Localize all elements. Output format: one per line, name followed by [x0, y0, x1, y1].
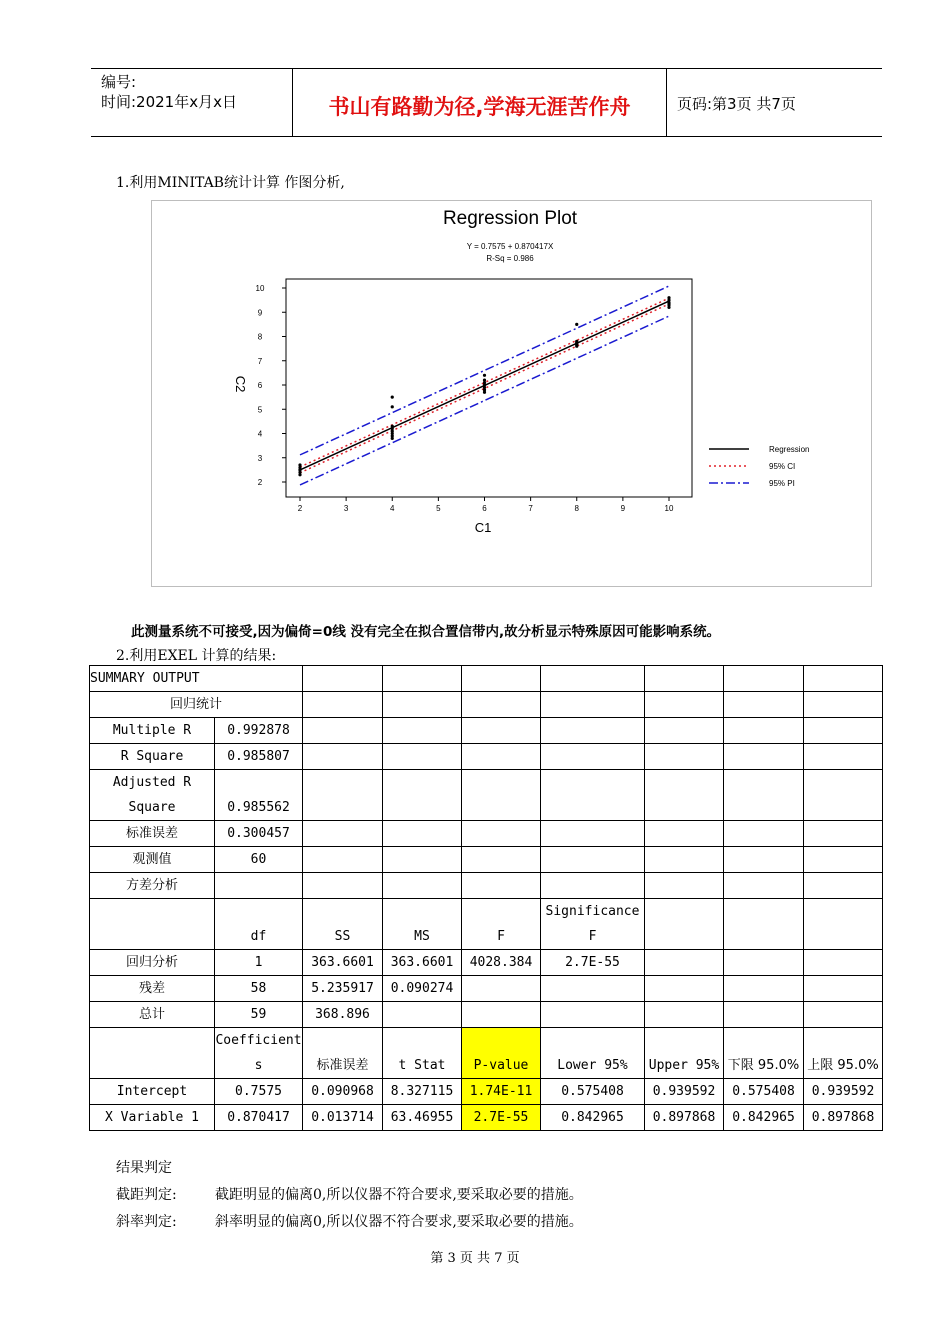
regression-stats-cell: 回归统计 [90, 692, 303, 718]
empty-cell [804, 847, 883, 873]
anova-cell: 0.090274 [383, 976, 462, 1002]
chart-title: Regression Plot [442, 208, 578, 229]
empty-cell [462, 744, 541, 770]
coef-header: 下限 95.0% [724, 1028, 804, 1079]
empty-cell [724, 976, 804, 1002]
stat-value: 0.985807 [215, 744, 303, 770]
table-row [90, 744, 883, 770]
empty-cell [303, 718, 383, 744]
empty-cell [215, 873, 303, 899]
empty-cell [804, 666, 883, 692]
coef-header: P-value [462, 1028, 541, 1079]
coef-cell: 0.842965 [541, 1105, 645, 1131]
anova-cell [541, 976, 645, 1002]
y-tick-label: 9 [257, 308, 263, 318]
coef-row-label: X Variable 1 [90, 1105, 215, 1131]
table-row [90, 821, 883, 847]
anova-cell [462, 976, 541, 1002]
coef-header: t Stat [383, 1028, 462, 1079]
empty-cell [462, 821, 541, 847]
data-point [391, 405, 394, 408]
x-tick-label: 3 [343, 504, 349, 513]
data-point [667, 296, 670, 299]
empty-cell [383, 770, 462, 821]
judgment-intercept-text: 截距明显的偏离0,所以仪器不符合要求,要采取必要的措施。 [215, 1187, 583, 1203]
stat-label: Adjusted R Square [90, 770, 215, 821]
anova-cell [541, 1002, 645, 1028]
result-title: 结果判定 [116, 1160, 172, 1176]
legend-label: 95% CI [769, 462, 796, 471]
stat-label: 标准误差 [90, 821, 215, 847]
empty-cell [383, 744, 462, 770]
conclusion-text: 此测量系统不可接受,因为偏倚=0线 没有完全在拟合置信带内,故分析显示特殊原因可能影响系统。 [131, 624, 721, 640]
empty-cell [645, 718, 724, 744]
empty-cell [724, 950, 804, 976]
number-label: 编号: [101, 73, 137, 91]
anova-header: SS [303, 899, 383, 950]
time-label: 时间:2021年x月x日 [101, 93, 237, 111]
table-row [90, 950, 883, 976]
empty-cell [645, 821, 724, 847]
y-tick-label: 8 [257, 332, 263, 342]
anova-cell [462, 1002, 541, 1028]
empty-cell [645, 692, 724, 718]
regression-plot [151, 200, 872, 587]
stat-value: 0.300457 [215, 821, 303, 847]
empty-cell [804, 770, 883, 821]
empty-cell [462, 692, 541, 718]
empty-cell [724, 718, 804, 744]
regression-plot-svg [152, 201, 871, 586]
table-row [90, 1002, 883, 1028]
judgment-slope-label: 斜率判定: [116, 1214, 177, 1230]
table-row [90, 666, 883, 692]
coef-cell: 0.575408 [541, 1079, 645, 1105]
empty-cell [541, 770, 645, 821]
y-tick-label: 3 [257, 453, 263, 463]
coef-header: 上限 95.0% [804, 1028, 883, 1079]
coef-header: Lower 95% [541, 1028, 645, 1079]
empty-cell [541, 666, 645, 692]
empty-cell [303, 770, 383, 821]
empty-cell [462, 873, 541, 899]
anova-cell: 59 [215, 1002, 303, 1028]
x-tick-label: 8 [574, 504, 579, 513]
coef-cell: 0.870417 [215, 1105, 303, 1131]
stat-label: 观测值 [90, 847, 215, 873]
document-header [91, 68, 882, 137]
empty-cell [383, 873, 462, 899]
anova-cell: 363.6601 [383, 950, 462, 976]
empty-cell [724, 770, 804, 821]
coef-row-label: Intercept [90, 1079, 215, 1105]
coef-header: Upper 95% [645, 1028, 724, 1079]
empty-cell [804, 950, 883, 976]
data-point [667, 302, 670, 305]
empty-cell [645, 899, 724, 950]
anova-row-label: 残差 [90, 976, 215, 1002]
header-left-cell [91, 69, 293, 136]
anova-header: F [462, 899, 541, 950]
coef-cell: 0.013714 [303, 1105, 383, 1131]
anova-header: MS [383, 899, 462, 950]
anova-cell: 5.235917 [303, 976, 383, 1002]
empty-cell [724, 666, 804, 692]
empty-cell [724, 692, 804, 718]
empty-cell [303, 873, 383, 899]
empty-cell [303, 692, 383, 718]
y-tick-label: 6 [257, 381, 263, 390]
y-tick-label: 2 [257, 478, 263, 487]
empty-cell [804, 692, 883, 718]
empty-cell [724, 899, 804, 950]
empty-cell [541, 718, 645, 744]
table-row [90, 718, 883, 744]
data-point [575, 343, 578, 346]
empty-cell [645, 744, 724, 770]
coef-cell: 0.939592 [645, 1079, 724, 1105]
empty-cell [462, 718, 541, 744]
empty-cell [383, 692, 462, 718]
anova-cell: 363.6601 [303, 950, 383, 976]
table-row [90, 692, 883, 718]
legend-label: Regression [769, 445, 810, 454]
coef-cell: 0.090968 [303, 1079, 383, 1105]
empty-cell [645, 873, 724, 899]
coef-cell: 0.897868 [804, 1105, 883, 1131]
empty-cell [462, 847, 541, 873]
x-tick-label: 7 [528, 504, 533, 513]
anova-cell: 58 [215, 976, 303, 1002]
empty-cell [462, 770, 541, 821]
empty-cell [804, 718, 883, 744]
excel-intro-text: 2.利用EXEL 计算的结果: [116, 648, 277, 664]
empty-cell [90, 899, 215, 950]
empty-cell [645, 666, 724, 692]
table-row [90, 899, 883, 950]
coef-cell: 0.575408 [724, 1079, 804, 1105]
data-point [298, 463, 301, 466]
stat-label: Multiple R [90, 718, 215, 744]
stat-value: 60 [215, 847, 303, 873]
coef-cell: 0.7575 [215, 1079, 303, 1105]
x-tick-label: 2 [297, 504, 303, 513]
table-row [90, 770, 883, 821]
data-point [483, 374, 486, 377]
y-tick-label: 10 [255, 284, 265, 293]
empty-cell [804, 821, 883, 847]
y-tick-label: 4 [257, 429, 263, 439]
anova-cell: 1 [215, 950, 303, 976]
data-point [391, 425, 394, 428]
coef-cell: 63.46955 [383, 1105, 462, 1131]
coef-cell: 0.939592 [804, 1079, 883, 1105]
empty-cell [303, 847, 383, 873]
stat-value: 0.985562 [215, 770, 303, 821]
table-row [90, 1079, 883, 1105]
x-axis-label: C1 [474, 520, 492, 535]
table-row [90, 1028, 883, 1079]
empty-cell [462, 666, 541, 692]
empty-cell [303, 744, 383, 770]
empty-cell [804, 744, 883, 770]
empty-cell [383, 847, 462, 873]
empty-cell [303, 666, 383, 692]
anova-header: df [215, 899, 303, 950]
chart-subtitle: R-Sq = 0.986 [486, 254, 534, 263]
header-middle-cell [293, 69, 667, 136]
empty-cell [645, 1002, 724, 1028]
coef-header: 标准误差 [303, 1028, 383, 1079]
empty-cell [383, 666, 462, 692]
empty-cell [804, 976, 883, 1002]
judgment-slope-text: 斜率明显的偏离0,所以仪器不符合要求,要采取必要的措施。 [215, 1214, 583, 1230]
empty-cell [724, 847, 804, 873]
data-point [298, 468, 301, 471]
empty-cell [804, 1002, 883, 1028]
y-tick-label: 7 [257, 356, 263, 366]
x-tick-label: 6 [482, 504, 487, 513]
coef-header: Coefficients [215, 1028, 303, 1079]
empty-cell [90, 1028, 215, 1079]
empty-cell [303, 821, 383, 847]
empty-cell [645, 847, 724, 873]
chart-subtitle: Y = 0.7575 + 0.870417X [466, 242, 554, 251]
stat-value: 0.992878 [215, 718, 303, 744]
page-label: 页码:第3页 共7页 [677, 95, 796, 113]
empty-cell [724, 744, 804, 770]
data-point [391, 396, 394, 399]
empty-cell [541, 744, 645, 770]
regression-table [89, 665, 883, 1131]
anova-header: Significance F [541, 899, 645, 950]
intro-text: 1.利用MINITAB统计计算 作图分析, [116, 175, 345, 191]
anova-cell: 2.7E-55 [541, 950, 645, 976]
empty-cell [645, 950, 724, 976]
empty-cell [724, 821, 804, 847]
empty-cell [541, 847, 645, 873]
empty-cell [383, 718, 462, 744]
empty-cell [724, 873, 804, 899]
data-point [575, 323, 578, 326]
anova-cell: 4028.384 [462, 950, 541, 976]
x-tick-label: 4 [390, 504, 395, 513]
x-tick-label: 5 [436, 504, 441, 513]
anova-cell [383, 1002, 462, 1028]
coef-cell: 8.327115 [383, 1079, 462, 1105]
legend-label: 95% PI [769, 479, 795, 488]
table-row [90, 1105, 883, 1131]
anova-cell: 368.896 [303, 1002, 383, 1028]
empty-cell [383, 821, 462, 847]
x-tick-label: 10 [664, 504, 674, 513]
anova-row-label: 总计 [90, 1002, 215, 1028]
empty-cell [645, 770, 724, 821]
y-axis-label: C2 [233, 375, 248, 393]
table-row [90, 976, 883, 1002]
x-tick-label: 9 [620, 504, 626, 513]
page-footer: 第 3 页 共 7 页 [430, 1251, 520, 1266]
empty-cell [541, 873, 645, 899]
empty-cell [804, 899, 883, 950]
empty-cell [541, 692, 645, 718]
y-tick-label: 5 [257, 405, 263, 415]
table-row [90, 847, 883, 873]
header-right-cell [667, 69, 882, 136]
table-row [90, 873, 883, 899]
coef-cell: 0.842965 [724, 1105, 804, 1131]
summary-output-cell: SUMMARY OUTPUT [90, 666, 303, 692]
motto: 书山有路勤为径,学海无涯苦作舟 [328, 95, 631, 119]
pi-upper-line [300, 286, 669, 455]
judgment-intercept-label: 截距判定: [116, 1187, 177, 1203]
coef-cell: 2.7E-55 [462, 1105, 541, 1131]
anova-label-cell: 方差分析 [90, 873, 215, 899]
anova-row-label: 回归分析 [90, 950, 215, 976]
empty-cell [645, 976, 724, 1002]
stat-label: R Square [90, 744, 215, 770]
empty-cell [804, 873, 883, 899]
empty-cell [541, 821, 645, 847]
coef-cell: 1.74E-11 [462, 1079, 541, 1105]
data-point [483, 379, 486, 382]
empty-cell [724, 1002, 804, 1028]
coef-cell: 0.897868 [645, 1105, 724, 1131]
pi-lower-line [300, 316, 669, 485]
